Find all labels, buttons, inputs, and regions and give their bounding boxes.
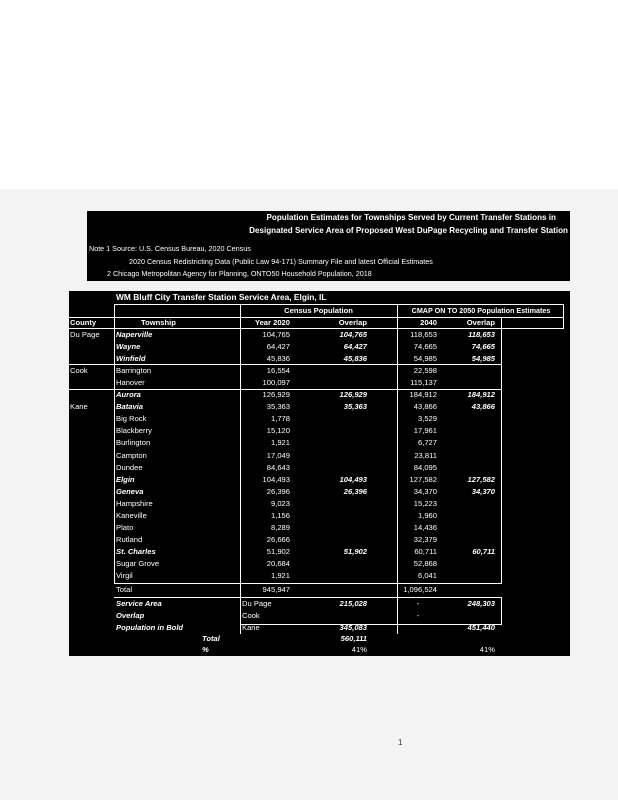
summary-county-cook: Cook: [242, 611, 260, 620]
population-2020-cell: 9,023: [270, 498, 290, 508]
population-2020-cell: 84,643: [266, 462, 290, 472]
report-title-line-1: Population Estimates for Townships Served by Current Transfer Stations in: [266, 213, 556, 222]
overlap-2020-column-header: Overlap: [338, 318, 367, 327]
population-2040-cell: 74,665: [413, 342, 437, 352]
population-2020-cell: 15,120: [266, 426, 290, 436]
population-2040-cell: 14,436: [413, 522, 437, 532]
summary-county-dupage: Du Page: [242, 599, 272, 608]
population-2020-cell: 1,778: [270, 414, 290, 424]
population-2020-cell: 1,921: [270, 571, 290, 580]
percent-value-2040: 41%: [479, 645, 495, 654]
population-2020-cell: 126,929: [262, 390, 290, 400]
county-cell: Cook: [70, 366, 88, 376]
township-cell: Plato: [116, 522, 134, 532]
overlap-2040-column-header: Overlap: [466, 318, 495, 327]
population-2040-cell: 115,137: [410, 378, 437, 388]
legend-overlap: Overlap: [116, 611, 145, 620]
population-2040-cell: 3,529: [417, 414, 437, 424]
population-2020-cell: 64,427: [266, 342, 290, 352]
cmap-estimates-header: CMAP ON TO 2050 Population Estimates: [411, 306, 551, 315]
population-table: [69, 291, 570, 656]
grand-total-value: 560,111: [340, 634, 367, 643]
census-population-header: Census Population: [284, 306, 353, 315]
overlap-2020-cell: 45,836: [343, 354, 367, 364]
summary-kane-overlap: 345,083: [339, 623, 367, 632]
township-cell: Campton: [116, 450, 147, 460]
source-note-2: 2 Chicago Metropolitan Agency for Planning, ONTO50 Household Population, 2018: [107, 269, 372, 278]
population-2020-cell: 35,363: [266, 402, 290, 412]
overlap-2040-cell: 184,912: [467, 390, 495, 400]
township-cell: Barrington: [116, 366, 152, 376]
summary-dupage-overlap: 215,028: [339, 599, 367, 608]
population-2020-cell: 26,666: [266, 534, 290, 544]
population-2040-cell: 15,223: [413, 498, 437, 508]
population-2020-cell: 20,684: [266, 558, 290, 568]
township-cell: Batavia: [116, 402, 144, 412]
overlap-2020-cell: 126,929: [339, 390, 367, 400]
year-2020-column-header: Year 2020: [254, 318, 290, 327]
population-2040-cell: 60,711: [414, 546, 437, 556]
population-2040-cell: 23,811: [414, 450, 437, 460]
township-column-header: Township: [141, 318, 176, 327]
township-cell: Big Rock: [116, 414, 147, 424]
summary-kane-overlap-2040: 451,440: [467, 623, 495, 632]
population-2020-cell: 104,493: [262, 474, 290, 484]
population-2020-cell: 104,765: [262, 330, 290, 339]
population-2040-cell: 84,095: [413, 462, 437, 472]
source-note-1b: 2020 Census Redistricting Data (Public Law 94-171) Summary File and latest Official Estimates: [129, 257, 433, 266]
service-area-title: WM Bluff City Transfer Station Service Area, Elgin, IL: [116, 292, 327, 302]
overlap-2020-cell: 26,396: [343, 486, 367, 496]
township-cell: Burlington: [116, 438, 151, 448]
population-2040-cell: 52,868: [413, 558, 437, 568]
township-cell: Hampshire: [116, 498, 153, 508]
population-2020-cell: 100,097: [262, 378, 290, 388]
county-cell: Du Page: [70, 330, 100, 339]
population-2020-cell: 16,554: [266, 366, 290, 376]
overlap-2020-cell: 64,427: [343, 342, 367, 352]
summary-dupage-overlap-2040: 248,303: [467, 599, 495, 608]
overlap-2040-cell: 74,665: [471, 342, 495, 352]
overlap-2020-cell: 35,363: [343, 402, 367, 412]
total-label: Total: [116, 585, 133, 594]
population-2020-cell: 26,396: [266, 486, 290, 496]
page-number: 1: [398, 738, 403, 747]
township-cell: Blackberry: [116, 426, 152, 436]
township-cell: St. Charles: [116, 546, 156, 556]
population-2020-cell: 8,289: [270, 522, 290, 532]
overlap-2040-cell: 127,582: [467, 474, 495, 484]
overlap-2020-cell: 104,493: [339, 474, 367, 484]
population-2040-cell: 54,985: [413, 354, 437, 364]
population-2020-cell: 45,836: [266, 354, 290, 364]
township-cell: Virgil: [116, 571, 133, 580]
township-cell: Rutland: [116, 534, 143, 544]
population-2040-cell: 6,727: [417, 438, 437, 448]
population-2040-cell: 32,379: [413, 534, 437, 544]
overlap-2020-cell: 104,765: [339, 330, 367, 339]
township-cell: Naperville: [116, 330, 153, 339]
population-2040-cell: 127,582: [409, 474, 437, 484]
source-note-1: Note 1 Source: U.S. Census Bureau, 2020 Census: [89, 244, 251, 253]
township-cell: Sugar Grove: [116, 558, 160, 568]
overlap-2040-cell: 118,653: [468, 330, 495, 339]
township-cell: Kaneville: [116, 510, 147, 520]
township-cell: Elgin: [116, 474, 135, 484]
population-2040-cell: 43,866: [413, 402, 437, 412]
county-column-header: County: [70, 318, 97, 327]
population-2040-cell: 1,960: [417, 510, 437, 520]
legend-service-area: Service Area: [116, 599, 162, 608]
percent-label: %: [202, 645, 209, 654]
population-2040-cell: 184,912: [409, 390, 437, 400]
population-2040-cell: 118,653: [410, 330, 437, 339]
summary-cook-dash: -: [416, 611, 420, 620]
grand-total-label: Total: [202, 634, 220, 643]
legend-population-in-bold: Population in Bold: [116, 623, 184, 632]
township-cell: Winfield: [116, 354, 146, 364]
township-cell: Aurora: [116, 390, 141, 400]
year-2040-column-header: 2040: [420, 318, 437, 327]
report-title-line-2: Designated Service Area of Proposed West DuPage Recycling and Transfer Station: [249, 226, 568, 235]
population-2040-cell: 22,598: [413, 366, 437, 376]
township-cell: Dundee: [116, 462, 143, 472]
township-cell: Wayne: [116, 342, 141, 352]
population-2020-cell: 1,156: [270, 510, 290, 520]
total-2040-value: 1,096,524: [403, 585, 437, 594]
overlap-2040-cell: 54,985: [471, 354, 495, 364]
total-2020-value: 945,947: [262, 585, 290, 594]
overlap-2040-cell: 60,711: [472, 546, 495, 556]
summary-dupage-dash: -: [416, 599, 420, 608]
township-cell: Hanover: [116, 378, 145, 388]
population-2020-cell: 17,049: [266, 450, 290, 460]
overlap-2040-cell: 43,866: [471, 402, 495, 412]
summary-county-kane: Kane: [242, 623, 260, 632]
population-2020-cell: 51,902: [266, 546, 290, 556]
population-2020-cell: 1,921: [270, 438, 290, 448]
overlap-2020-cell: 51,902: [343, 546, 367, 556]
township-cell: Geneva: [116, 486, 144, 496]
population-2040-cell: 17,961: [413, 426, 437, 436]
percent-value-2020: 41%: [351, 645, 367, 654]
population-2040-cell: 34,370: [413, 486, 437, 496]
overlap-2040-cell: 34,370: [471, 486, 495, 496]
county-cell: Kane: [70, 402, 88, 412]
report-header: [87, 211, 570, 281]
population-2040-cell: 6,041: [417, 571, 437, 580]
